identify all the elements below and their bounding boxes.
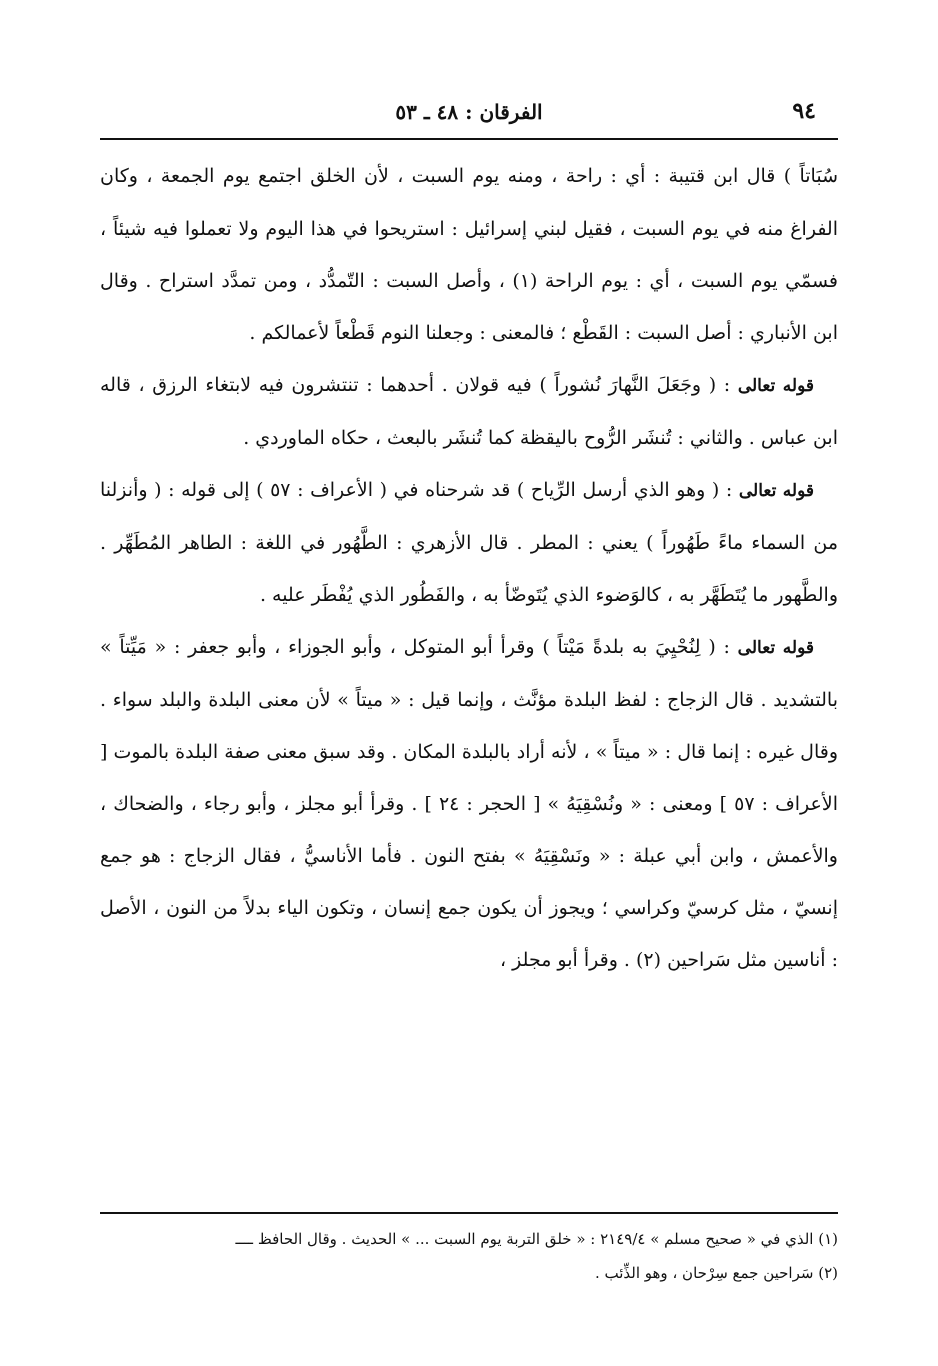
footnote-rule	[100, 1212, 838, 1214]
running-title: الفرقان : ٤٨ ـ ٥٣	[395, 100, 543, 124]
paragraph	[100, 150, 838, 359]
paragraph-text: : ( لِنُحْيِيَ به بلدةً مَيْتاً ) وقرأ أبو المتوكل ، وأبو الجوزاء ، وأبو جعفر : « مَيِّتاً » بالتشديد . قال الزجاج : لفظ البلدة مؤنَّث ، وإنما قيل : « ميتاً » لأن معنى البلدة والبلد سواء . وقال غيره : إنما قال : « ميتاً » ، لأنه أراد بالبلدة المكان . وقد سبق معنى صفة البلدة بالموت [ الأعراف : ٥٧ ] ومعنى : « ونُسْقِيَهُ » [ الحجر : ٢٤ ] . وقرأ أبو مجلز ، وأبو رجاء ، والضحاك ، والأعمش ، وابن أبي عبلة : « ونَسْقِيَهُ » بفتح النون . فأما الأناسيُّ ، فقال الزجاج : هو جمع إنسيّ ، مثل كرسيّ وكراسي ؛ ويجوز أن يكون جمع إنسان ، وتكون الياء بدلاً من النون ، الأصل : أناسين مثل سَراحين (٢) . وقرأ أبو مجلز ،	[100, 636, 838, 971]
paragraph	[100, 359, 838, 464]
paragraph	[100, 621, 838, 986]
paragraph-text: : ( وهو الذي أرسل الرِّياح ) قد شرحناه في ( الأعراف : ٥٧ ) إلى قوله : ( وأنزلنا من السماء ماءً طَهُوراً ) يعني : المطر . قال الأزهري : الطَّهُور في اللغة : الطاهر المُطَهِّر . والطَّهور ما يُتَطَهَّر به ، كالوَضوء الذي يُتَوضّأ به ، والفَطُور الذي يُفْطَر عليه .	[100, 479, 838, 606]
paragraph-lead: قوله تعالى	[737, 638, 814, 658]
page-header	[100, 96, 838, 140]
footnote: (١) الذي في « صحيح مسلم » ٢١٤٩/٤ : « خلق التربة يوم السبت ... » الحديث . وقال الحافظ ــــ	[235, 1230, 838, 1248]
paragraph	[100, 464, 838, 621]
paragraph-lead: قوله تعالى	[737, 376, 814, 396]
header-rule	[100, 138, 838, 140]
paragraph-text: : ( وجَعَلَ النَّهارَ نُشوراً ) فيه قولان . أحدهما : تنتشرون فيه لابتغاء الرزق ، قاله ابن عباس . والثاني : تُنشَر الرُّوح باليقظة كما تُنشَر بالبعث ، حكاه الماوردي .	[100, 374, 838, 449]
page-number: ٩٤	[792, 98, 816, 124]
footnote: (٢) سَراحين جمع سِرْحان ، وهو الذِّئب .	[594, 1264, 838, 1282]
main-text	[100, 150, 838, 1205]
paragraph-text: سُبَاتاً ) قال ابن قتيبة : أي : راحة ، ومنه يوم السبت ، لأن الخلق اجتمع يوم الجمعة ، وكان الفراغ منه في يوم السبت ، فقيل لبني إسرائيل : استريحوا في هذا اليوم ولا تعملوا فيه شيئاً ، فسمّي يوم السبت ، أي : يوم الراحة (١) ، وأصل السبت : التّمدُّد ، ومن تمدَّد استراح . وقال ابن الأنباري : أصل السبت : القَطْع ؛ فالمعنى : وجعلنا النوم قَطْعاً لأعمالكم .	[100, 165, 838, 344]
footnotes	[100, 1222, 838, 1290]
paragraph-lead: قوله تعالى	[738, 481, 814, 501]
